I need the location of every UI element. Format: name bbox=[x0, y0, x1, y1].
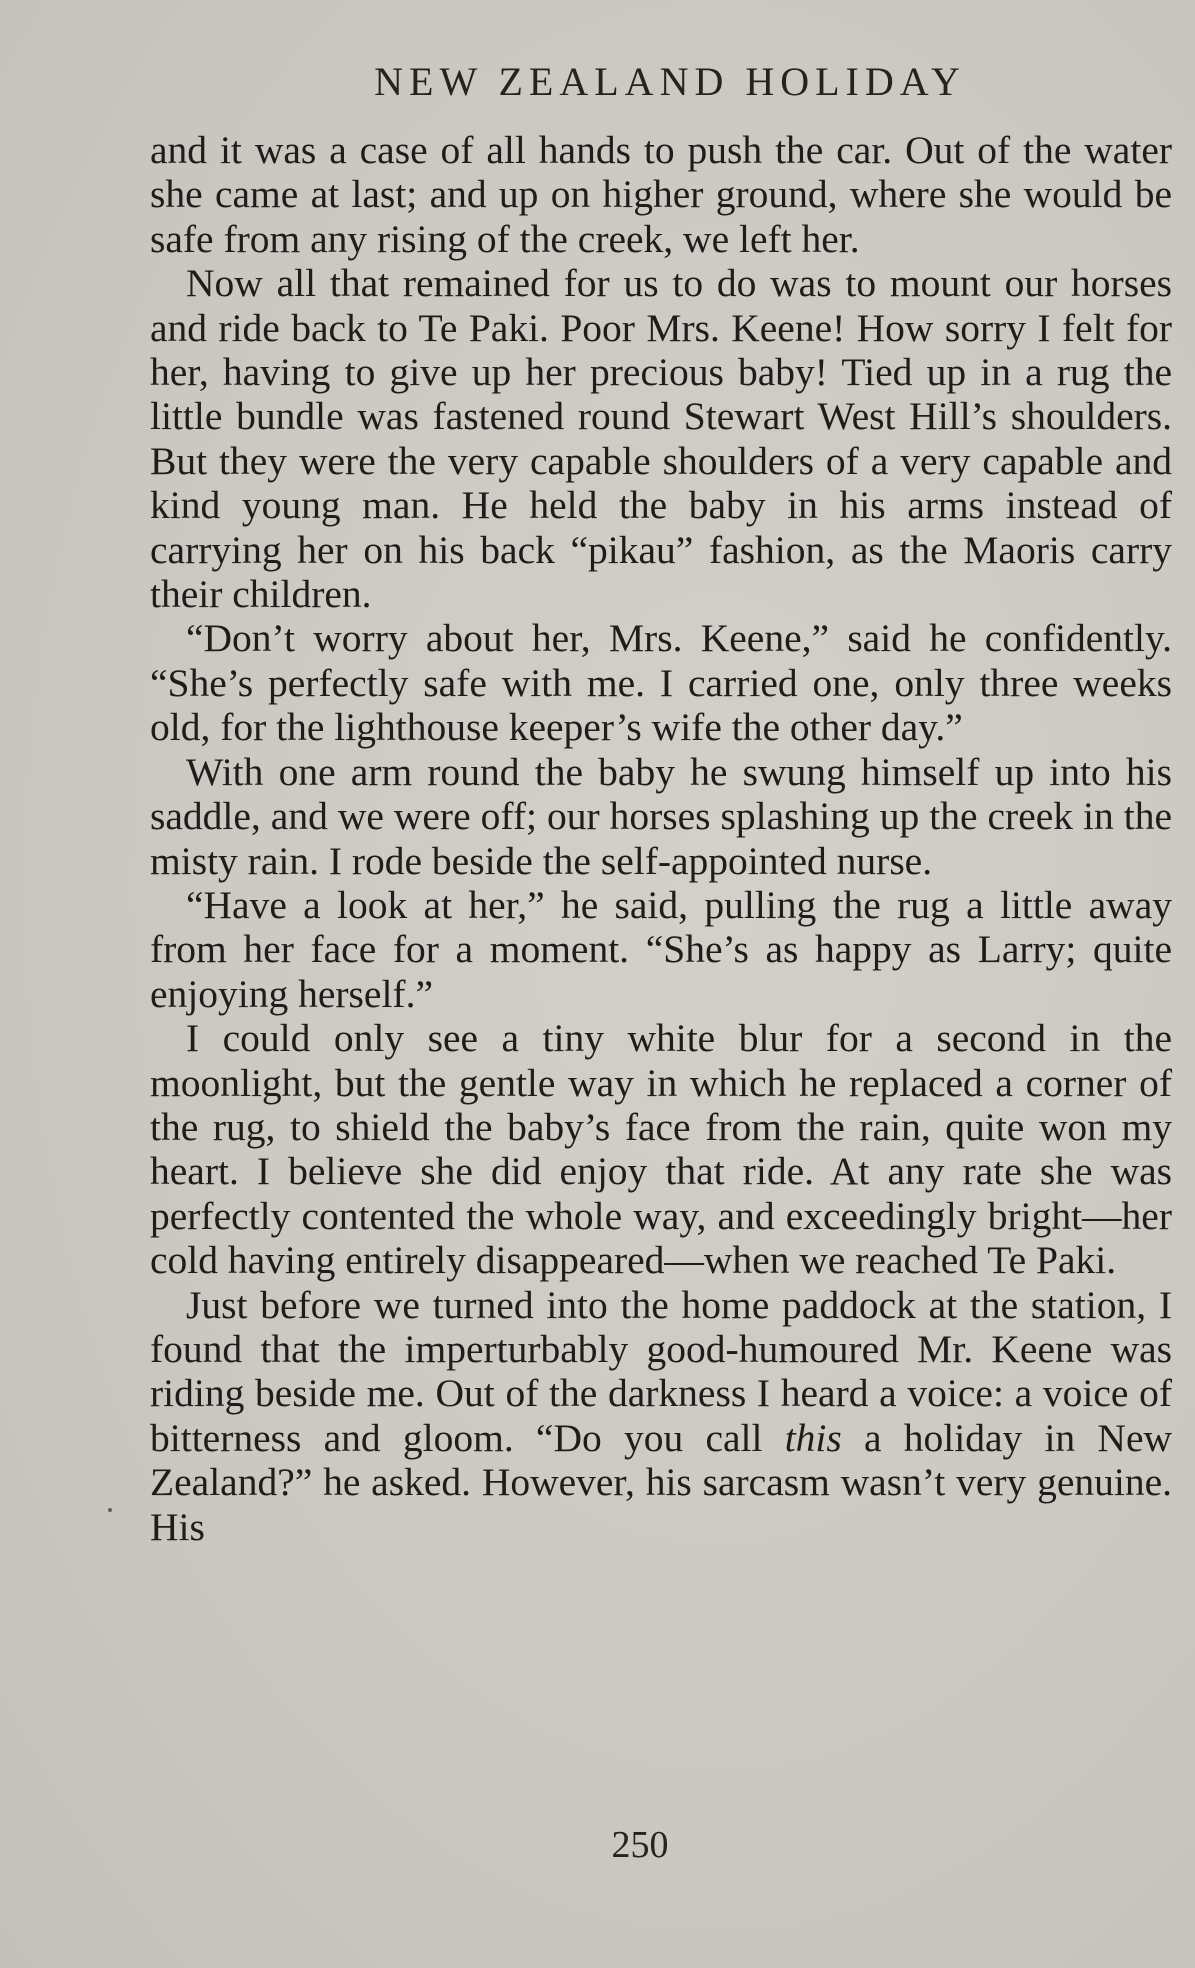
paragraph-4: With one arm round the baby he swung himself up into his saddle, and we were off; our horses splashing up the creek in the misty rain. I rode beside the self-appointed nurse. bbox=[150, 749, 1172, 883]
paragraph-2: Now all that remained for us to do was to mount our horses and ride back to Te Paki. Poor Mrs. Keene! How sorry I felt for her, having to give up her precious baby! Tied up in a rug the little bundle was fastened round Stewart West Hill’s shoulders. But they were the very capable shoulders of a very capable and kind young man. He held the baby in his arms instead of carrying her on his back “pikau” fashion, as the Maoris carry their children. bbox=[150, 261, 1172, 617]
paragraph-5: “Have a look at her,” he said, pulling the rug a little away from her face for a moment. “She’s as happy as Larry; quite enjoying herself.” bbox=[150, 882, 1172, 1016]
paragraph-7-text-start: Just before we turned into the home paddock at the station, I found that the imperturbably good-humoured Mr. Keene was riding beside me. Out of the darkness I heard a voice: a voice of bitterness and gloom. “Do you call bbox=[150, 1282, 1172, 1460]
paragraph-6: I could only see a tiny white blur for a second in the moonlight, but the gentle way in which he replaced a corner of the rug, to shield the baby’s face from the rain, quite won my heart. I believe she did enjoy that ride. At any rate she was perfectly contented the whole way, and exceedingly bright—her cold having entirely disappeared—when we reached Te Paki. bbox=[150, 1016, 1172, 1283]
paragraph-3: “Don’t worry about her, Mrs. Keene,” said he confidently. “She’s perfectly safe with me. I carried one, only three weeks old, for the lighthouse keeper’s wife the other day.” bbox=[150, 616, 1172, 750]
paragraph-7-text-end: a holiday in New Zealand?” he asked. However, his sarcasm wasn’t very genuine. His bbox=[150, 1415, 1172, 1549]
paragraph-7-italic-word: this bbox=[784, 1415, 842, 1460]
paragraph-1: and it was a case of all hands to push the car. Out of the water she came at last; and up on higher ground, where she would be safe from any rising of the creek, we left her. bbox=[150, 128, 1172, 261]
body-text bbox=[150, 128, 1172, 1549]
paragraph-7 bbox=[150, 1283, 1172, 1549]
page-number: 250 bbox=[611, 1824, 669, 1866]
running-head: NEW ZEALAND HOLIDAY bbox=[374, 59, 966, 104]
paper-speck bbox=[108, 1508, 112, 1512]
